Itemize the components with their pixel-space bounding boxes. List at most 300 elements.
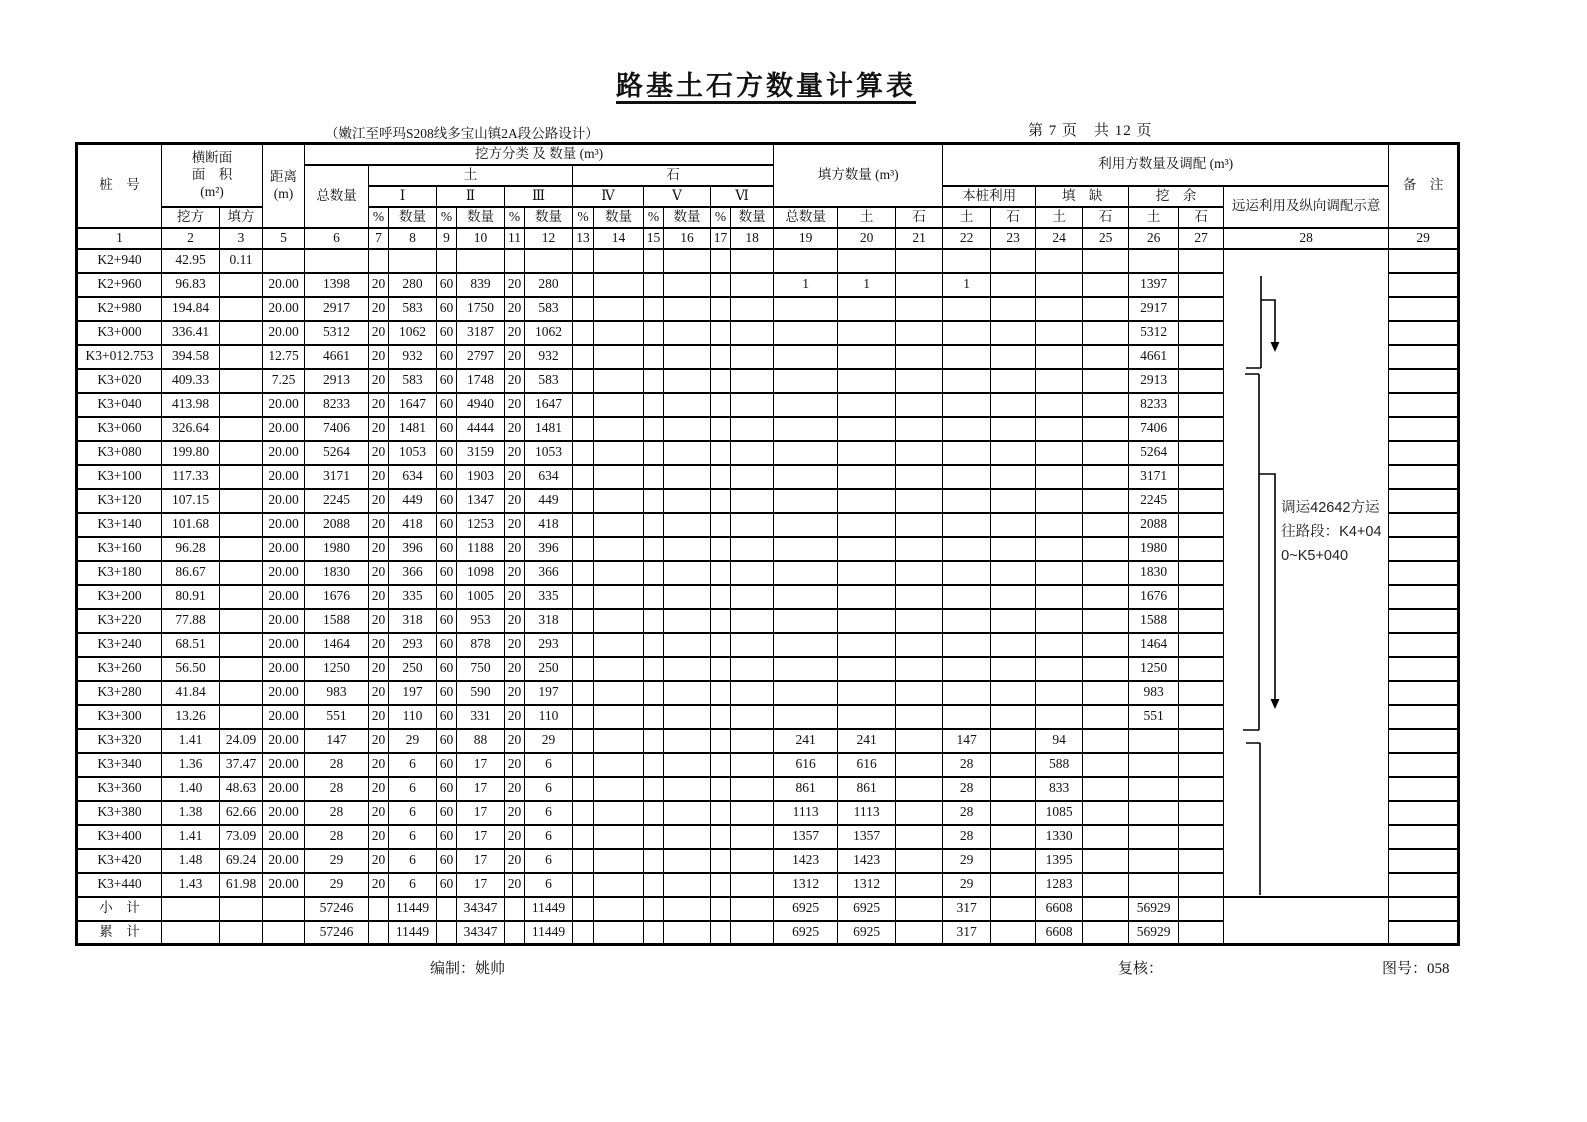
cell-pct-1: 20: [369, 657, 389, 681]
cell-qty-3: 11449: [525, 897, 573, 921]
cell-fill-soil: [838, 345, 896, 369]
cell-cut-total: 2913: [305, 369, 369, 393]
cell-surplus-rock: [1179, 921, 1224, 945]
cell-pct-2: 60: [437, 777, 457, 801]
cell-surplus-rock: [1179, 369, 1224, 393]
cell-short-rock: [1083, 369, 1129, 393]
cell-qty-4: [594, 585, 644, 609]
cell-short-rock: [1083, 393, 1129, 417]
cell-qty-1: 396: [389, 537, 437, 561]
cell-pct-1: 20: [369, 369, 389, 393]
cell-cut-total: 28: [305, 825, 369, 849]
cell-pct-2: 60: [437, 441, 457, 465]
haul-annotation: 调运42642方运往路段：K4+040~K5+040: [1281, 499, 1382, 564]
cell-fill-soil: [838, 249, 896, 273]
table-body: [77, 249, 1459, 945]
cell-pct-2: 60: [437, 801, 457, 825]
cell-fill-area: [220, 537, 263, 561]
cell-station: K3+400: [77, 825, 162, 849]
cell-fill-total: [774, 393, 838, 417]
cell-cut-area: [162, 921, 220, 945]
cell-pct-6: [711, 489, 731, 513]
page-title-text: 路基土石方数量计算表: [616, 71, 916, 101]
cell-qty-3: 449: [525, 489, 573, 513]
header-class-1: Ⅰ: [369, 186, 437, 207]
cell-remark: [1389, 897, 1459, 921]
cell-qty-4: [594, 777, 644, 801]
cell-use-rock: [991, 873, 1036, 897]
cell-short-soil: 6608: [1036, 921, 1083, 945]
cell-surplus-soil: [1129, 801, 1179, 825]
cell-distance: 20.00: [263, 585, 305, 609]
cell-qty-5: [664, 249, 711, 273]
cell-fill-soil: [838, 297, 896, 321]
cell-qty-2: 1748: [457, 369, 505, 393]
cell-surplus-soil: 1980: [1129, 537, 1179, 561]
cell-remark: [1389, 369, 1459, 393]
header-pct: %: [505, 207, 525, 228]
cell-qty-5: [664, 561, 711, 585]
cell-qty-4: [594, 561, 644, 585]
cell-distance: 20.00: [263, 609, 305, 633]
cell-distance: 20.00: [263, 513, 305, 537]
cell-pct-1: 20: [369, 273, 389, 297]
cell-cut-total: 8233: [305, 393, 369, 417]
cell-qty-3: 250: [525, 657, 573, 681]
cell-fill-area: [220, 609, 263, 633]
cell-use-soil: [943, 417, 991, 441]
cell-use-soil: [943, 585, 991, 609]
cell-qty-2: 34347: [457, 921, 505, 945]
cell-short-soil: [1036, 417, 1083, 441]
cell-pct-1: 20: [369, 489, 389, 513]
header-pct: %: [437, 207, 457, 228]
cell-qty-5: [664, 537, 711, 561]
cell-qty-5: [664, 897, 711, 921]
cell-pct-5: [644, 513, 664, 537]
cell-pct-2: 60: [437, 825, 457, 849]
cell-pct-3: 20: [505, 729, 525, 753]
cell-pct-6: [711, 465, 731, 489]
cell-qty-5: [664, 465, 711, 489]
cell-pct-5: [644, 801, 664, 825]
cell-use-soil: [943, 465, 991, 489]
cell-fill-area: [220, 465, 263, 489]
cell-pct-5: [644, 537, 664, 561]
cell-qty-4: [594, 417, 644, 441]
cell-surplus-soil: 1830: [1129, 561, 1179, 585]
cell-pct-6: [711, 729, 731, 753]
cell-qty-3: 6: [525, 873, 573, 897]
cell-qty-4: [594, 441, 644, 465]
cell-qty-3: 6: [525, 777, 573, 801]
cell-remark: [1389, 849, 1459, 873]
cell-cut-total: 1464: [305, 633, 369, 657]
column-number: 29: [1389, 228, 1459, 249]
column-number: 14: [594, 228, 644, 249]
cell-qty-4: [594, 249, 644, 273]
cell-distance: 20.00: [263, 657, 305, 681]
cell-use-rock: [991, 897, 1036, 921]
header-fill-soil: 土: [838, 207, 896, 228]
cell-fill-area: [220, 897, 263, 921]
cell-pct-4: [573, 489, 594, 513]
cell-fill-rock: [896, 441, 943, 465]
cell-surplus-soil: 2245: [1129, 489, 1179, 513]
cell-qty-5: [664, 849, 711, 873]
cell-fill-total: 241: [774, 729, 838, 753]
cell-fill-rock: [896, 657, 943, 681]
cell-qty-4: [594, 705, 644, 729]
cell-station: 累 计: [77, 921, 162, 945]
cell-use-soil: [943, 657, 991, 681]
cell-short-rock: [1083, 513, 1129, 537]
cell-distance: 20.00: [263, 705, 305, 729]
cell-station: K3+260: [77, 657, 162, 681]
cell-use-soil: [943, 345, 991, 369]
header-distance-l2: (m): [273, 185, 294, 201]
cell-use-soil: [943, 441, 991, 465]
cell-pct-4: [573, 681, 594, 705]
cell-pct-5: [644, 657, 664, 681]
cell-station: K3+180: [77, 561, 162, 585]
cell-fill-total: [774, 537, 838, 561]
cell-qty-6: [731, 657, 774, 681]
cell-fill-rock: [896, 897, 943, 921]
cell-use-soil: 28: [943, 777, 991, 801]
cell-surplus-rock: [1179, 393, 1224, 417]
cell-use-rock: [991, 465, 1036, 489]
cell-qty-2: 1098: [457, 561, 505, 585]
cell-fill-total: 1312: [774, 873, 838, 897]
cell-fill-area: 24.09: [220, 729, 263, 753]
cell-station: K3+020: [77, 369, 162, 393]
cell-cut-area: 117.33: [162, 465, 220, 489]
cell-qty-4: [594, 393, 644, 417]
cell-use-rock: [991, 417, 1036, 441]
cell-pct-1: 20: [369, 393, 389, 417]
cell-qty-6: [731, 561, 774, 585]
cell-qty-5: [664, 873, 711, 897]
cell-station: K3+200: [77, 585, 162, 609]
cell-surplus-rock: [1179, 513, 1224, 537]
cell-pct-3: [505, 921, 525, 945]
cell-fill-soil: [838, 609, 896, 633]
cell-qty-6: [731, 465, 774, 489]
cell-fill-area: 69.24: [220, 849, 263, 873]
cell-pct-6: [711, 513, 731, 537]
cell-distance: [263, 897, 305, 921]
cell-qty-3: 418: [525, 513, 573, 537]
cell-fill-total: [774, 249, 838, 273]
cell-short-soil: 1283: [1036, 873, 1083, 897]
cell-qty-5: [664, 297, 711, 321]
cell-cut-total: 1980: [305, 537, 369, 561]
cell-fill-rock: [896, 345, 943, 369]
prepared-by: 编制：姚帅: [430, 961, 506, 977]
cell-qty-2: 34347: [457, 897, 505, 921]
cell-qty-2: 953: [457, 609, 505, 633]
cell-short-rock: [1083, 873, 1129, 897]
cell-qty-1: 634: [389, 465, 437, 489]
cell-qty-6: [731, 633, 774, 657]
drawing-number: 图号：058: [1382, 961, 1450, 977]
cell-surplus-soil: 3171: [1129, 465, 1179, 489]
cell-qty-4: [594, 609, 644, 633]
cell-cut-total: 983: [305, 681, 369, 705]
cell-surplus-soil: 5264: [1129, 441, 1179, 465]
cell-cut-total: 57246: [305, 897, 369, 921]
cell-use-soil: [943, 297, 991, 321]
header-qty: 数量: [664, 207, 711, 228]
cell-qty-2: 17: [457, 777, 505, 801]
cell-short-rock: [1083, 657, 1129, 681]
cell-qty-5: [664, 369, 711, 393]
cell-cut-area: 394.58: [162, 345, 220, 369]
cell-surplus-rock: [1179, 441, 1224, 465]
cell-pct-2: 60: [437, 321, 457, 345]
column-number: 2: [162, 228, 220, 249]
cell-qty-3: 29: [525, 729, 573, 753]
cell-qty-2: 2797: [457, 345, 505, 369]
column-number: 1: [77, 228, 162, 249]
cell-qty-2: 1347: [457, 489, 505, 513]
cell-pct-4: [573, 873, 594, 897]
cell-qty-6: [731, 273, 774, 297]
cell-cut-area: 194.84: [162, 297, 220, 321]
cell-remark: [1389, 513, 1459, 537]
cell-station: K3+060: [77, 417, 162, 441]
cell-use-soil: 317: [943, 921, 991, 945]
cell-short-soil: 6608: [1036, 897, 1083, 921]
cell-pct-2: 60: [437, 513, 457, 537]
cell-pct-2: 60: [437, 537, 457, 561]
cell-qty-6: [731, 441, 774, 465]
cell-short-soil: [1036, 561, 1083, 585]
cell-qty-1: 366: [389, 561, 437, 585]
cell-qty-3: 11449: [525, 921, 573, 945]
cell-station: K3+280: [77, 681, 162, 705]
cell-pct-2: 60: [437, 489, 457, 513]
cell-qty-5: [664, 609, 711, 633]
cell-short-rock: [1083, 801, 1129, 825]
cell-qty-1: 6: [389, 825, 437, 849]
cell-remark: [1389, 921, 1459, 945]
cell-cut-area: 41.84: [162, 681, 220, 705]
cell-use-rock: [991, 369, 1036, 393]
cell-cut-total: 28: [305, 777, 369, 801]
cell-remark: [1389, 537, 1459, 561]
cell-pct-3: [505, 249, 525, 273]
column-number: 27: [1179, 228, 1224, 249]
cell-fill-rock: [896, 249, 943, 273]
cell-pct-4: [573, 849, 594, 873]
cell-qty-5: [664, 273, 711, 297]
cell-fill-total: 1423: [774, 849, 838, 873]
cell-pct-6: [711, 897, 731, 921]
cell-qty-2: 1005: [457, 585, 505, 609]
cell-station: 小 计: [77, 897, 162, 921]
cell-remark: [1389, 321, 1459, 345]
cell-surplus-soil: 2917: [1129, 297, 1179, 321]
cell-cut-area: 336.41: [162, 321, 220, 345]
cell-qty-3: 293: [525, 633, 573, 657]
cell-surplus-soil: 56929: [1129, 897, 1179, 921]
cell-qty-1: 318: [389, 609, 437, 633]
cell-use-rock: [991, 441, 1036, 465]
cell-short-soil: [1036, 633, 1083, 657]
cell-qty-4: [594, 849, 644, 873]
cell-pct-3: 20: [505, 825, 525, 849]
cell-pct-6: [711, 921, 731, 945]
cell-surplus-rock: [1179, 849, 1224, 873]
cell-surplus-rock: [1179, 345, 1224, 369]
cell-qty-1: 11449: [389, 897, 437, 921]
table-row: [77, 249, 1459, 273]
cell-cut-area: 77.88: [162, 609, 220, 633]
cell-station: K3+012.753: [77, 345, 162, 369]
cell-qty-5: [664, 441, 711, 465]
cell-remark: [1389, 633, 1459, 657]
cell-pct-5: [644, 921, 664, 945]
cell-pct-1: [369, 897, 389, 921]
cell-distance: 20.00: [263, 393, 305, 417]
cell-qty-3: 583: [525, 297, 573, 321]
header-qty: 数量: [389, 207, 437, 228]
cell-cut-total: 147: [305, 729, 369, 753]
cell-surplus-rock: [1179, 297, 1224, 321]
cell-pct-2: 60: [437, 561, 457, 585]
cell-qty-1: 11449: [389, 921, 437, 945]
cell-pct-6: [711, 537, 731, 561]
cell-short-rock: [1083, 705, 1129, 729]
cell-distance: 7.25: [263, 369, 305, 393]
cell-short-rock: [1083, 321, 1129, 345]
cell-qty-2: 4940: [457, 393, 505, 417]
cell-cut-area: 80.91: [162, 585, 220, 609]
cell-short-soil: [1036, 657, 1083, 681]
cell-fill-rock: [896, 393, 943, 417]
cell-use-soil: [943, 681, 991, 705]
cell-pct-6: [711, 849, 731, 873]
cell-pct-4: [573, 273, 594, 297]
subtotal-row: [77, 897, 1459, 921]
cell-pct-4: [573, 561, 594, 585]
cell-fill-total: [774, 489, 838, 513]
cell-qty-1: 583: [389, 369, 437, 393]
cell-surplus-soil: 551: [1129, 705, 1179, 729]
cell-use-soil: [943, 249, 991, 273]
cell-pct-3: 20: [505, 873, 525, 897]
cell-pct-5: [644, 249, 664, 273]
cell-use-rock: [991, 753, 1036, 777]
cell-use-rock: [991, 393, 1036, 417]
cell-pct-6: [711, 393, 731, 417]
cell-remark: [1389, 657, 1459, 681]
cell-pct-3: 20: [505, 465, 525, 489]
cell-surplus-soil: 1588: [1129, 609, 1179, 633]
cell-fill-soil: 1357: [838, 825, 896, 849]
cell-pct-6: [711, 345, 731, 369]
cell-pct-4: [573, 729, 594, 753]
column-number: 24: [1036, 228, 1083, 249]
cell-fill-rock: [896, 297, 943, 321]
cell-qty-4: [594, 273, 644, 297]
cell-remark: [1389, 777, 1459, 801]
cell-fill-soil: 1: [838, 273, 896, 297]
cell-pct-5: [644, 297, 664, 321]
cell-fill-area: 61.98: [220, 873, 263, 897]
cell-qty-6: [731, 921, 774, 945]
cell-station: K3+100: [77, 465, 162, 489]
cell-surplus-rock: [1179, 465, 1224, 489]
cell-pct-4: [573, 249, 594, 273]
cell-fill-rock: [896, 561, 943, 585]
cell-qty-1: 250: [389, 657, 437, 681]
cell-fill-rock: [896, 489, 943, 513]
cell-fill-soil: [838, 489, 896, 513]
cell-use-soil: [943, 513, 991, 537]
cell-qty-3: [525, 249, 573, 273]
cell-fill-area: [220, 633, 263, 657]
cell-short-rock: [1083, 465, 1129, 489]
header-rock-group: 石: [573, 165, 774, 186]
cell-surplus-soil: 1397: [1129, 273, 1179, 297]
cell-qty-4: [594, 657, 644, 681]
header-cut-classification: 挖方分类 及 数量 (m³): [305, 144, 774, 165]
cell-qty-1: 1481: [389, 417, 437, 441]
cell-fill-rock: [896, 753, 943, 777]
cell-pct-1: 20: [369, 801, 389, 825]
cell-pct-3: 20: [505, 657, 525, 681]
column-number: 3: [220, 228, 263, 249]
cell-qty-2: 17: [457, 825, 505, 849]
cell-pct-6: [711, 369, 731, 393]
column-number: 6: [305, 228, 369, 249]
header-cut-area: 挖方: [162, 207, 220, 228]
cell-surplus-soil: 1464: [1129, 633, 1179, 657]
cell-qty-5: [664, 321, 711, 345]
cell-pct-2: 60: [437, 297, 457, 321]
cell-fill-soil: 1312: [838, 873, 896, 897]
cell-pct-5: [644, 705, 664, 729]
cell-fill-soil: [838, 417, 896, 441]
cell-pct-6: [711, 657, 731, 681]
cell-fill-area: [220, 273, 263, 297]
cell-fill-rock: [896, 825, 943, 849]
cell-pct-3: [505, 897, 525, 921]
column-number: 11: [505, 228, 525, 249]
cell-qty-4: [594, 321, 644, 345]
cell-fill-soil: [838, 657, 896, 681]
header-distance: [263, 144, 305, 228]
cell-qty-5: [664, 777, 711, 801]
cell-fill-rock: [896, 849, 943, 873]
cell-cut-total: 57246: [305, 921, 369, 945]
cell-cut-area: 326.64: [162, 417, 220, 441]
cell-fill-rock: [896, 465, 943, 489]
cell-fill-total: 1357: [774, 825, 838, 849]
column-number: 16: [664, 228, 711, 249]
cell-short-soil: [1036, 585, 1083, 609]
cell-fill-area: [220, 345, 263, 369]
cell-fill-total: [774, 609, 838, 633]
cell-qty-6: [731, 393, 774, 417]
cell-short-soil: 833: [1036, 777, 1083, 801]
cell-use-soil: [943, 369, 991, 393]
cell-fill-total: [774, 681, 838, 705]
cell-qty-3: 396: [525, 537, 573, 561]
